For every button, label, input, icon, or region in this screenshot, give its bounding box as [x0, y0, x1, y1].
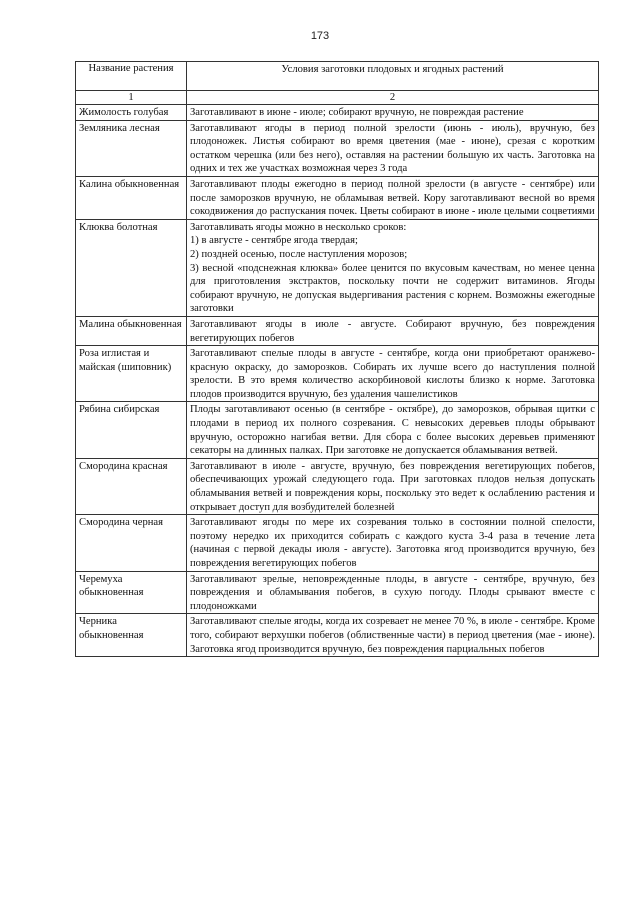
table-row	[76, 346, 599, 402]
plant-name: Клюква болотная	[76, 219, 187, 316]
plant-name: Роза иглистая и майская (шиповник)	[76, 346, 187, 402]
table-row	[76, 176, 599, 219]
harvest-conditions: Заготавливают зрелые, неповрежденные плоды, в августе - сентябре, вручную, без повреждения и обламывания побегов, в сухую погоду. Плоды срывают вместе с плодоножками	[187, 571, 599, 614]
harvest-conditions: Заготавливают спелые ягоды, когда их созревает не менее 70 %, в июле - сентябре. Кроме того, собирают верхушки побегов (облиственные части) в период цветения (мае - июне). Заготовка ягод производится вручную, без повреждения парциальных побегов	[187, 614, 599, 657]
harvest-conditions: Заготавливают ягоды по мере их созревания только в состоянии полной спелости, поэтому нередко их приходится собирать с каждого куста 3-4 раза в течение лета (начиная с первой декады июля - августе). Заготовка ягод производится вручную, без повреждения вегетирующих побегов	[187, 515, 599, 571]
harvest-conditions: Плоды заготавливают осенью (в сентябре - октябре), до заморозков, обрывая щитки с плодами в период их полного созревания. С невысоких деревьев плоды обрывают вручную, осторожно нагибая ветви. Для сбора с более высоких деревьев применяют секаторы на длинных палках. При заготовке не допускается обламывания ветвей.	[187, 402, 599, 458]
plant-name: Жимолость голубая	[76, 105, 187, 121]
column-header-plant-name: Название растения	[76, 62, 187, 91]
table-row	[76, 219, 599, 316]
harvest-conditions	[187, 219, 599, 316]
table-row	[76, 458, 599, 514]
column-header-conditions: Условия заготовки плодовых и ягодных растений	[187, 62, 599, 91]
table-row	[76, 614, 599, 657]
harvest-conditions: Заготавливают спелые плоды в августе - сентябре, когда они приобретают оранжево-красную окраску, до заморозков. Собирать их лучше всего до наступления полной зрелости. В это время количество аскорбиновой кислоты близко к норме. Заготовка плодов производится вручную, без удаления чашелистиков	[187, 346, 599, 402]
column-number: 1	[76, 91, 187, 105]
harvest-condition-line: 1) в августе - сентябре ягода твердая;	[190, 235, 358, 247]
plant-name: Черника обыкновенная	[76, 614, 187, 657]
column-number-row	[76, 91, 599, 105]
plant-name: Черемуха обыкновенная	[76, 571, 187, 614]
plant-name: Смородина красная	[76, 458, 187, 514]
plant-name: Смородина черная	[76, 515, 187, 571]
plant-name: Рябина сибирская	[76, 402, 187, 458]
plant-name: Калина обыкновенная	[76, 176, 187, 219]
harvest-condition-line: 2) поздней осенью, после наступления морозов;	[190, 248, 408, 260]
table-row	[76, 402, 599, 458]
plant-name: Малина обыкновенная	[76, 316, 187, 345]
harvest-conditions: Заготавливают в июне - июле; собирают вручную, не повреждая растение	[187, 105, 599, 121]
page-number: 173	[310, 30, 330, 42]
table-header-row	[76, 62, 599, 91]
table-row	[76, 105, 599, 121]
plant-harvest-table	[75, 61, 599, 657]
column-number: 2	[187, 91, 599, 105]
harvest-conditions: Заготавливают ягоды в июле - августе. Собирают вручную, без повреждения вегетирующих побегов	[187, 316, 599, 345]
harvest-condition-line: 3) весной «подснежная клюква» более ценится по вкусовым качествам, но менее ценна для приготовления экстрактов, поскольку почти не содержит витаминов. Ягоды собирают вручную, не допуская выдергивания растения с корнем. Возможны ежегодные заготовки	[190, 262, 595, 315]
table-row	[76, 571, 599, 614]
harvest-conditions: Заготавливают в июле - августе, вручную, без повреждения вегетирующих побегов, обеспечивающих урожай следующего года. При заготовках плодов нельзя допускать обламывания ветвей и повреждения коры, поскольку это ведет к ослаблению растения и открывает доступ для возбудителей болезней	[187, 458, 599, 514]
harvest-conditions: Заготавливают плоды ежегодно в период полной зрелости (в августе - сентябре) или после заморозков вручную, не обламывая ветвей. Кору заготавливают весной во время сокодвижения до распускания почек. Цветы собирают в июне - июле целыми соцветиями	[187, 176, 599, 219]
table-row	[76, 120, 599, 176]
harvest-condition-line: Заготавливать ягоды можно в несколько сроков:	[190, 221, 407, 233]
harvest-conditions: Заготавливают ягоды в период полной зрелости (июнь - июль), вручную, без плодоножек. Листья собирают во время цветения (мае - июне), срезая с коротким остатком черешка (или без него), оставляя на растении большую их часть. Заготовка на одних и тех же участках возможная через 3 года	[187, 120, 599, 176]
table-row	[76, 316, 599, 345]
plant-name: Земляника лесная	[76, 120, 187, 176]
table-row	[76, 515, 599, 571]
